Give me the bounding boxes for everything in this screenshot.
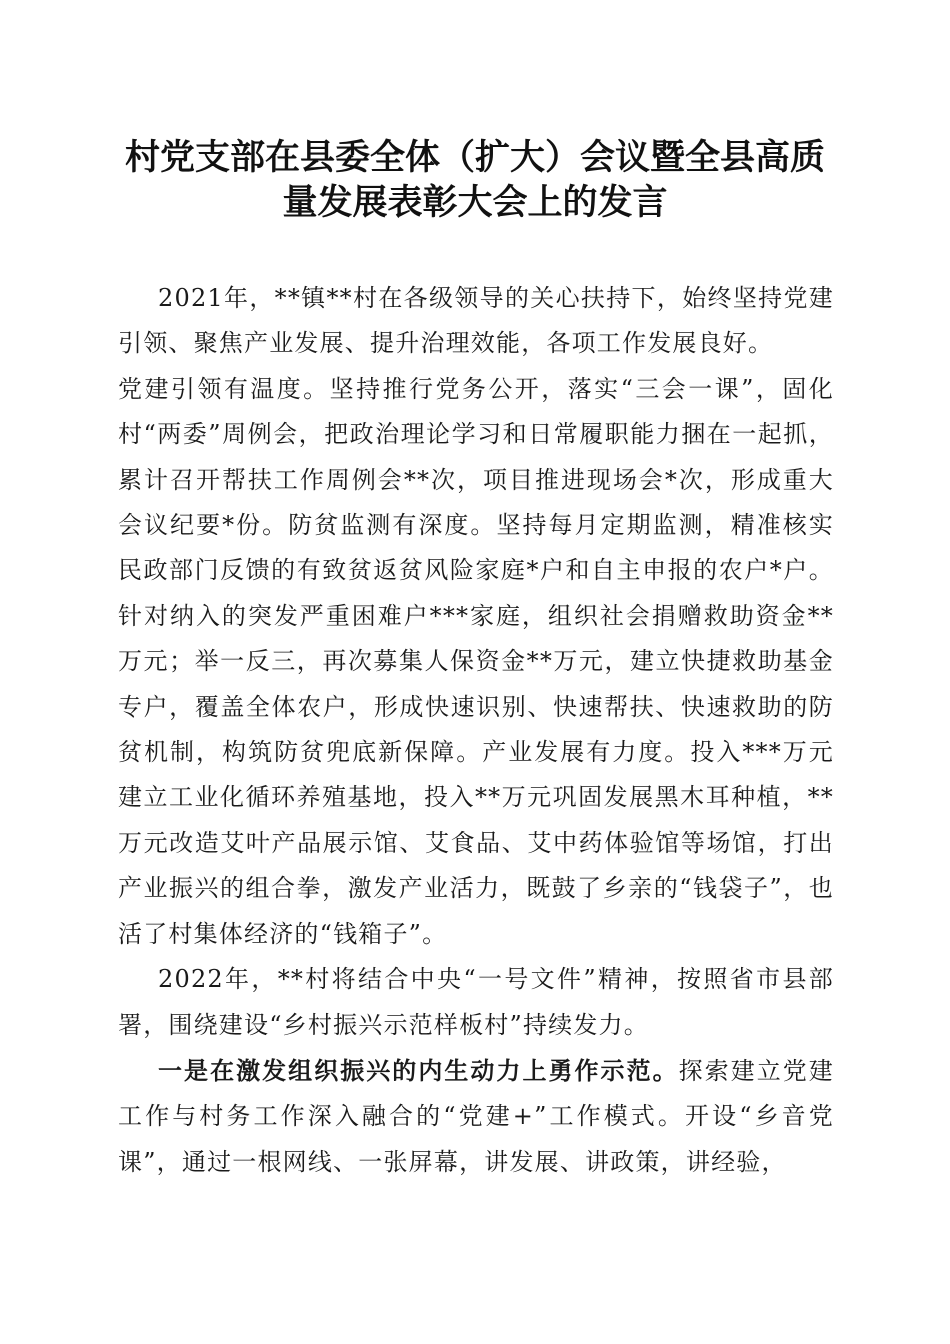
paragraph-point-one-text: 探索建立党建工作与村务工作深入融合的“党建+”工作模式。开设“乡音党课”，通过一根网线、一张屏幕，讲发展、讲政策，讲经验，	[118, 1056, 834, 1176]
paragraph-intro: 2021年，**镇**村在各级领导的关心扶持下，始终坚持党建引领、聚焦产业发展、提升治理效能，各项工作发展良好。	[118, 284, 834, 358]
paragraph-achievements: 党建引领有温度。坚持推行党务公开，落实“三会一课”，固化村“两委”周例会，把政治理论学习和日常履职能力捆在一起抓，累计召开帮扶工作周例会**次，项目推进现场会*次，形成重大会议纪要*份。防贫监测有深度。坚持每月定期监测，精准核实民政部门反馈的有致贫返贫风险家庭*户和自主申报的农户*户。针对纳入的突发严重困难户***家庭，组织社会捐赠救助资金**万元；举一反三，再次募集人保资金**万元，建立快捷救助基金专户，覆盖全体农户，形成快速识别、快速帮扶、快速救助的防贫机制，构筑防贫兜底新保障。产业发展有力度。投入***万元建立工业化循环养殖基地，投入**万元巩固发展黑木耳种植，**万元改造艾叶产品展示馆、艾食品、艾中药体验馆等场馆，打出产业振兴的组合拳，激发产业活力，既鼓了乡亲的“钱袋子”，也活了村集体经济的“钱箱子”。	[118, 374, 834, 948]
paragraph-point-one	[118, 1048, 834, 1185]
paragraph-point-one-lead: 一是在激发组织振兴的内生动力上勇作示范。	[158, 1055, 679, 1085]
document-body	[118, 276, 834, 1185]
paragraph-2022-plan: 2022年，**村将结合中央“一号文件”精神，按照省市县部署，围绕建设“乡村振兴示范样板村”持续发力。	[118, 965, 834, 1039]
document-title: 村党支部在县委全体（扩大）会议暨全县高质量发展表彰大会上的发言	[124, 137, 825, 223]
